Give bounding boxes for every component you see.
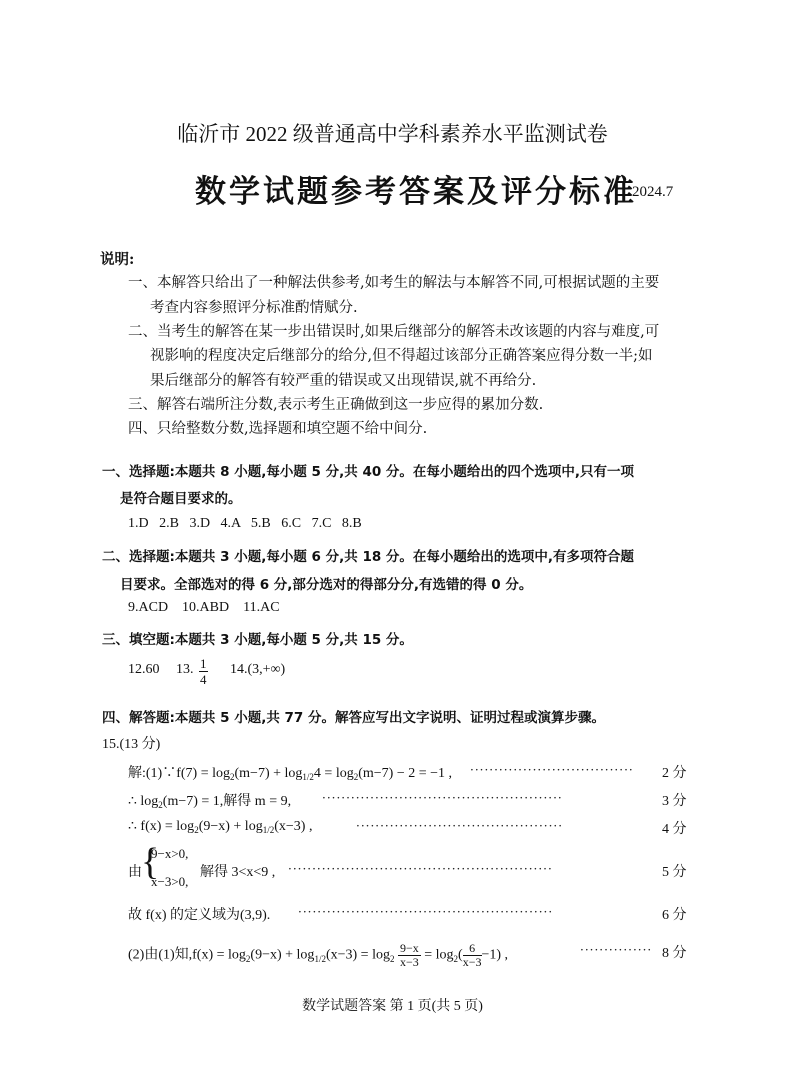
fraction: $\frac{9-x}{x-3}$ — [399, 941, 419, 969]
leader-dots: ··············· — [580, 943, 653, 957]
section-heading-cont: 目要求。全部选对的得 6 分,部分选对的得部分分,有选错的得 0 分。 — [120, 577, 533, 593]
note-line: 考查内容参照评分标准酌情赋分. — [150, 300, 358, 316]
section-heading-cont: 是符合题目要求的。 — [120, 491, 242, 507]
exam-title: 临沂市 2022 级普通高中学科素养水平监测试卷 — [177, 122, 608, 146]
note-line: 视影响的程度决定后继部分的给分,但不得超过该部分正确答案应得分数一半;如 — [150, 348, 653, 364]
question-15-label: 15.(13 分) — [102, 737, 161, 752]
leader-dots: ······················································· — [288, 862, 553, 876]
solution-step-5: 故 f(x) 的定义域为(3,9). — [128, 908, 271, 923]
score: 6 分 — [662, 908, 687, 923]
answer-13-label: 13. — [176, 662, 194, 677]
answer-12: 12.60 — [128, 662, 160, 677]
notes-label: 说明: — [100, 251, 135, 268]
solution-step-4-prefix: 由 — [128, 865, 142, 880]
fraction-denominator: 4 — [200, 672, 207, 687]
solution-step-2: ∴ $\log_2(m-7) = 1$,解得 m = 9, — [128, 794, 292, 810]
note-line: 一、本解答只给出了一种解法供参考,如考生的解法与本解答不同,可根据试题的主要 — [128, 275, 660, 291]
page-footer: 数学试题答案 第 1 页(共 5 页) — [302, 999, 483, 1014]
section-heading: 三、填空题:本题共 3 小题,每小题 5 分,共 15 分。 — [102, 632, 413, 648]
answer-14: 14.(3,+∞) — [230, 662, 286, 677]
solution-step-6: (2)由(1)知$,f(x) = \log_2(9-x) + \log_{1/2}(x-3) = \log_2$ $\frac{9-x}{x-3}$ = $\log_2$( $\frac{6}{x-3}$ −1) , — [128, 941, 509, 969]
section-heading: 二、选择题:本题共 3 小题,每小题 6 分,共 18 分。在每小题给出的选项中,有多项符合题 — [102, 549, 635, 565]
note-line: 四、只给整数分数,选择题和填空题不给中间分. — [128, 421, 428, 437]
leader-dots: ····················································· — [298, 905, 554, 919]
leader-dots: ··········································· — [356, 819, 564, 833]
brace: { — [141, 841, 160, 883]
note-line: 三、解答右端所注分数,表示考生正确做到这一步应得的累加分数. — [128, 397, 544, 413]
condition-1: 9−x>0, — [151, 846, 189, 861]
score: 4 分 — [662, 822, 687, 837]
date: 2024.7 — [632, 184, 674, 200]
solution-step-4: 解得 3<x<9 , — [200, 865, 276, 880]
answer-list: 1.D 2.B 3.D 4.A 5.B 6.C 7.C 8.B — [128, 516, 362, 531]
leader-dots: ·················································· — [322, 791, 563, 805]
note-line: 果后继部分的解答有较严重的错误或又出现错误,就不再给分. — [150, 373, 537, 389]
score: 5 分 — [662, 865, 687, 880]
fraction-numerator: 1 — [200, 656, 207, 671]
section-heading: 一、选择题:本题共 8 小题,每小题 5 分,共 40 分。在每小题给出的四个选项中,只有一项 — [102, 464, 635, 480]
score: 3 分 — [662, 794, 687, 809]
answer-list: 9.ACD 10.ABD 11.AC — [128, 600, 280, 615]
note-line: 二、当考生的解答在某一步出错误时,如果后继部分的解答未改该题的内容与难度,可 — [128, 324, 660, 340]
fraction: $\frac{6}{x-3}$ — [462, 941, 482, 969]
leader-dots: ·································· — [470, 763, 634, 777]
solution-step-3: ∴ $f(x) = \log_2(9-x) + \log_{1/2}(x-3)$ , — [128, 819, 313, 835]
solution-step-1: 解:(1)∵f(7) = $\log_2(m-7) + \log_{1/2}4 = \log_2(m-7) - 2 = -1$ , — [128, 766, 453, 782]
score: 8 分 — [662, 946, 687, 961]
page-title: 数学试题参考答案及评分标准 — [195, 174, 637, 210]
section-heading: 四、解答题:本题共 5 小题,共 77 分。解答应写出文字说明、证明过程或演算步骤。 — [102, 710, 606, 726]
answer-13-fraction — [199, 656, 208, 687]
score: 2 分 — [662, 766, 687, 781]
condition-2: x−3>0, — [151, 874, 189, 889]
